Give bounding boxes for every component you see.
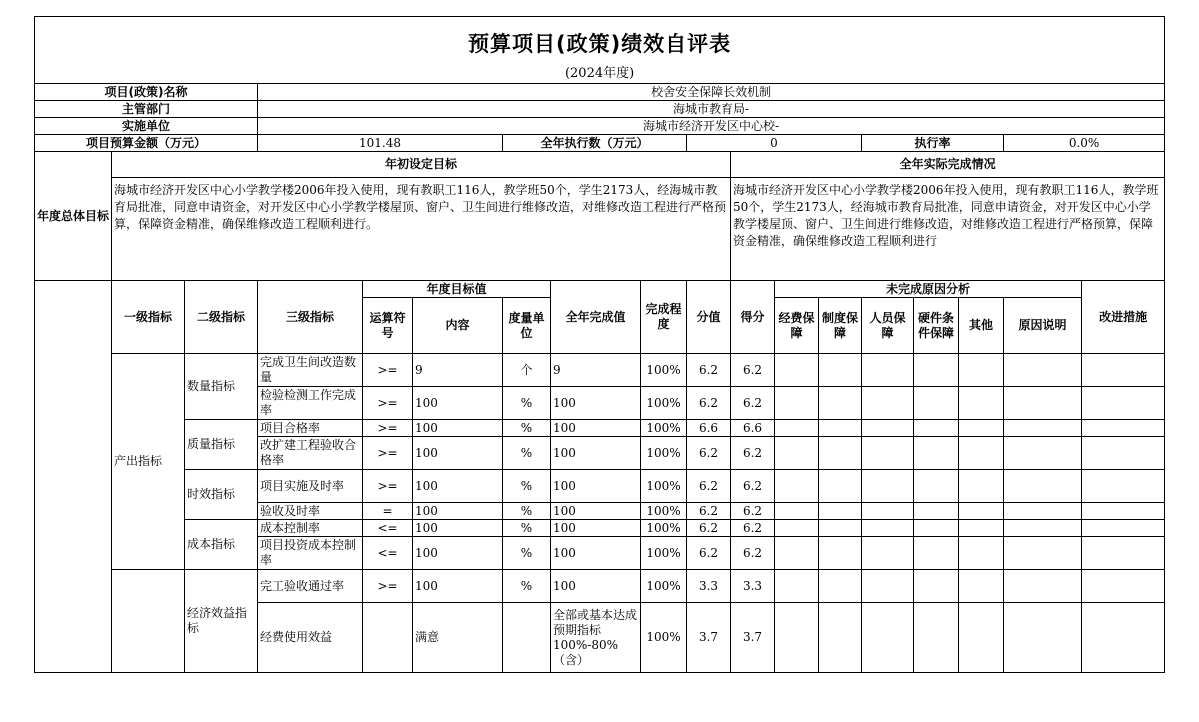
indicator-value: 100 [413, 470, 503, 503]
indicator-value: 100 [413, 570, 503, 603]
header-content: 内容 [413, 298, 503, 354]
indicator-score: 3.3 [731, 570, 775, 603]
indicator-unit: % [503, 420, 551, 437]
group-quality: 质量指标 [185, 420, 258, 470]
indicator-actual: 100 [551, 420, 641, 437]
header-level1: 一级指标 [112, 281, 185, 354]
indicator-max: 3.3 [687, 570, 731, 603]
dept-label: 主管部门 [35, 101, 258, 118]
indicator-op: <= [363, 537, 413, 570]
indicator-unit: % [503, 570, 551, 603]
table-row [35, 570, 1165, 603]
indicator-op: >= [363, 387, 413, 420]
indicator-op: <= [363, 520, 413, 537]
header-reason-desc: 原因说明 [1004, 298, 1082, 354]
indicator-value: 100 [413, 537, 503, 570]
indicator-degree: 100% [641, 520, 687, 537]
indicator-degree: 100% [641, 603, 687, 673]
indicator-name: 完工验收通过率 [258, 570, 363, 603]
indicator-op: >= [363, 420, 413, 437]
header-reason-other: 其他 [959, 298, 1004, 354]
header-level3: 三级指标 [258, 281, 363, 354]
indicator-value: 100 [413, 437, 503, 470]
indicator-score: 6.2 [731, 537, 775, 570]
indicator-actual: 9 [551, 354, 641, 387]
project-name-label: 项目(政策)名称 [35, 84, 258, 101]
indicator-name: 项目合格率 [258, 420, 363, 437]
indicator-degree: 100% [641, 537, 687, 570]
indicator-name: 验收及时率 [258, 503, 363, 520]
indicator-score: 3.7 [731, 603, 775, 673]
indicator-max: 6.2 [687, 537, 731, 570]
indicator-max: 6.6 [687, 420, 731, 437]
goal-section-label: 年度总体目标 [35, 152, 112, 281]
performance-form [34, 16, 1164, 673]
indicator-actual: 100 [551, 470, 641, 503]
form-year: (2024年度) [35, 63, 1165, 84]
indicator-name: 经费使用效益 [258, 603, 363, 673]
indicator-unit: % [503, 387, 551, 420]
indicator-op: >= [363, 570, 413, 603]
table-row [35, 520, 1165, 537]
indicator-value: 100 [413, 503, 503, 520]
header-improve: 改进措施 [1082, 281, 1165, 354]
indicator-op: = [363, 503, 413, 520]
indicator-value: 100 [413, 420, 503, 437]
executed-value: 0 [687, 135, 862, 152]
indicator-score: 6.2 [731, 387, 775, 420]
header-reason-group: 未完成原因分析 [775, 281, 1082, 298]
indicator-unit: % [503, 520, 551, 537]
indicator-max: 6.2 [687, 520, 731, 537]
indicator-degree: 100% [641, 437, 687, 470]
executed-label: 全年执行数（万元） [503, 135, 687, 152]
indicator-max: 6.2 [687, 387, 731, 420]
indicator-name: 成本控制率 [258, 520, 363, 537]
budget-label: 项目预算金额（万元） [35, 135, 258, 152]
actual-goal-text: 海城市经济开发区中心小学教学楼2006年投入使用，现有教职工116人，教学班50个，学生2173人，经海城市教育局批准，同意申请资金，对开发区中心小学教学楼屋顶、窗户、卫生间进行维修改造，对维修改造工程进行严格预算，保障资金精准，确保维修改造工程顺利进行 [731, 178, 1165, 281]
indicator-degree: 100% [641, 387, 687, 420]
indicator-actual: 100 [551, 437, 641, 470]
indicator-max: 6.2 [687, 437, 731, 470]
indicator-degree: 100% [641, 354, 687, 387]
indicator-max: 6.2 [687, 354, 731, 387]
group-timeliness: 时效指标 [185, 470, 258, 520]
header-reason-staff: 人员保障 [862, 298, 914, 354]
indicator-section-cell [35, 281, 112, 673]
indicator-degree: 100% [641, 470, 687, 503]
rate-value: 0.0% [1004, 135, 1165, 152]
indicator-max: 3.7 [687, 603, 731, 673]
header-operator: 运算符号 [363, 298, 413, 354]
indicator-max: 6.2 [687, 470, 731, 503]
indicator-value: 满意 [413, 603, 503, 673]
indicator-op [363, 603, 413, 673]
initial-goal-text: 海城市经济开发区中心小学教学楼2006年投入使用，现有教职工116人，教学班50个，学生2173人，经海城市教育局批准，同意申请资金，对开发区中心小学教学楼屋顶、窗户、卫生间进行维修改造，对维修改造工程进行严格预算，保障资金精准，确保维修改造工程顺利进行。 [112, 178, 731, 281]
indicator-actual: 100 [551, 520, 641, 537]
indicator-score: 6.2 [731, 503, 775, 520]
group-cost: 成本指标 [185, 520, 258, 570]
indicator-unit: % [503, 437, 551, 470]
indicator-actual: 100 [551, 570, 641, 603]
indicator-op: >= [363, 470, 413, 503]
indicator-max: 6.2 [687, 503, 731, 520]
evaluation-table [34, 16, 1165, 673]
indicator-actual: 100 [551, 503, 641, 520]
unit-label: 实施单位 [35, 118, 258, 135]
header-level2: 二级指标 [185, 281, 258, 354]
indicator-actual: 100 [551, 387, 641, 420]
header-reason-hardware: 硬件条件保障 [914, 298, 959, 354]
group-economic: 经济效益指标 [185, 570, 258, 673]
header-actual: 全年完成值 [551, 281, 641, 354]
indicator-score: 6.6 [731, 420, 775, 437]
indicator-degree: 100% [641, 570, 687, 603]
indicator-unit [503, 603, 551, 673]
indicator-unit: % [503, 537, 551, 570]
dept-value: 海城市教育局- [258, 101, 1165, 118]
indicator-name: 项目投资成本控制率 [258, 537, 363, 570]
header-reason-system: 制度保障 [819, 298, 862, 354]
actual-goal-header: 全年实际完成情况 [731, 152, 1165, 178]
indicator-degree: 100% [641, 420, 687, 437]
indicator-unit: % [503, 470, 551, 503]
header-score-max: 分值 [687, 281, 731, 354]
indicator-score: 6.2 [731, 470, 775, 503]
indicator-score: 6.2 [731, 354, 775, 387]
group-quantity: 数量指标 [185, 354, 258, 420]
initial-goal-header: 年初设定目标 [112, 152, 731, 178]
indicator-name: 项目实施及时率 [258, 470, 363, 503]
header-target-group: 年度目标值 [363, 281, 551, 298]
indicator-value: 100 [413, 387, 503, 420]
table-row [35, 470, 1165, 503]
table-row [35, 420, 1165, 437]
indicator-unit: % [503, 503, 551, 520]
table-row [35, 354, 1165, 387]
group-effect-blank [112, 570, 185, 673]
indicator-actual: 100 [551, 537, 641, 570]
header-degree: 完成程度 [641, 281, 687, 354]
indicator-score: 6.2 [731, 520, 775, 537]
indicator-actual: 全部或基本达成预期指标100%-80%（含） [551, 603, 641, 673]
indicator-score: 6.2 [731, 437, 775, 470]
indicator-degree: 100% [641, 503, 687, 520]
indicator-value: 100 [413, 520, 503, 537]
unit-value: 海城市经济开发区中心校- [258, 118, 1165, 135]
rate-label: 执行率 [862, 135, 1004, 152]
indicator-unit: 个 [503, 354, 551, 387]
group-output: 产出指标 [112, 354, 185, 570]
form-title: 预算项目(政策)绩效自评表 [35, 17, 1165, 64]
indicator-value: 9 [413, 354, 503, 387]
indicator-name: 改扩建工程验收合格率 [258, 437, 363, 470]
header-score: 得分 [731, 281, 775, 354]
indicator-name: 检验检测工作完成率 [258, 387, 363, 420]
project-name-value: 校舍安全保障长效机制 [258, 84, 1165, 101]
indicator-name: 完成卫生间改造数量 [258, 354, 363, 387]
header-reason-fund: 经费保障 [775, 298, 819, 354]
indicator-op: >= [363, 354, 413, 387]
budget-value: 101.48 [258, 135, 503, 152]
indicator-op: >= [363, 437, 413, 470]
header-unit: 度量单位 [503, 298, 551, 354]
